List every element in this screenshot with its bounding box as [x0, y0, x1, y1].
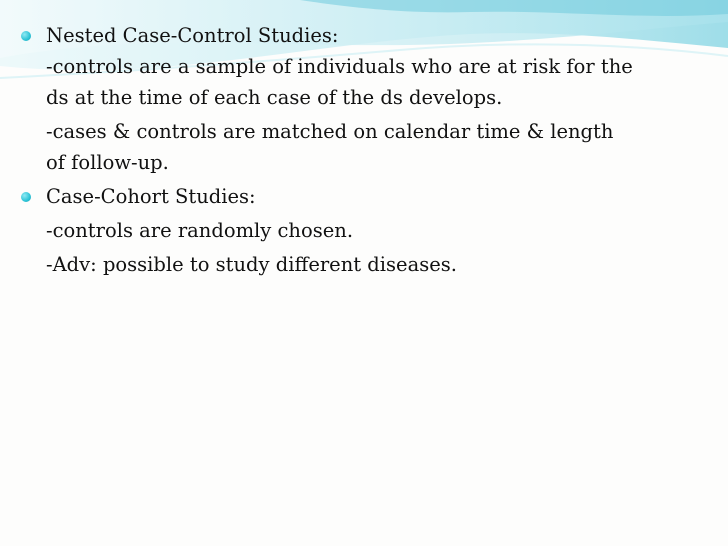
bullet-item-case-cohort [14, 181, 714, 212]
sub-item-line: ds at the time of each case of the ds develops. [46, 86, 503, 109]
sub-item-controls-sample [14, 51, 714, 113]
sub-item-line: -controls are a sample of individuals who are at risk for the [46, 55, 633, 78]
bullet-dot-icon [21, 192, 31, 202]
sub-item-line: -cases & controls are matched on calendar time & length [46, 120, 614, 143]
bullet-dot-icon [21, 31, 31, 41]
sub-item-line: -controls are randomly chosen. [46, 219, 354, 242]
sub-item-advantage [14, 249, 714, 280]
bullet-item-nested-case-control [14, 20, 714, 51]
sub-item-cases-matched [14, 116, 714, 178]
bullet-text: Case-Cohort Studies: [46, 185, 256, 208]
sub-item-line: -Adv: possible to study different diseases. [46, 253, 457, 276]
sub-item-controls-random [14, 215, 714, 246]
sub-item-line: of follow-up. [46, 151, 169, 174]
slide-body [14, 20, 714, 280]
bullet-text: Nested Case-Control Studies: [46, 24, 339, 47]
